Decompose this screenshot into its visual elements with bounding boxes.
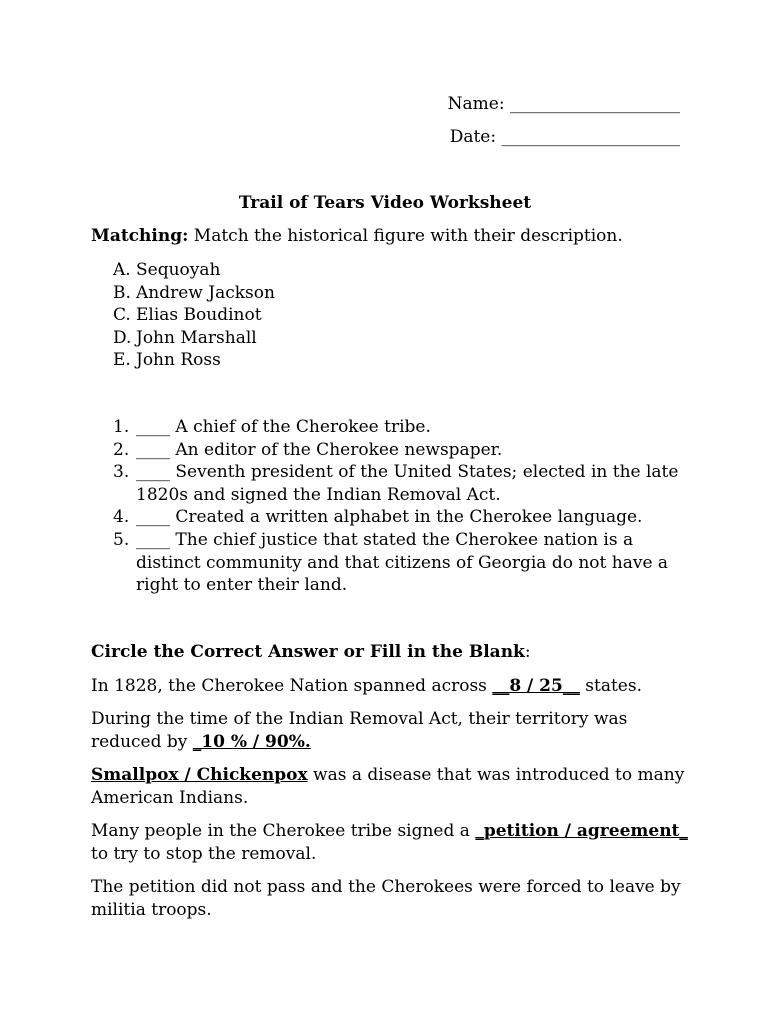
figure-name: John Ross: [136, 350, 221, 371]
list-item: [113, 304, 683, 327]
figure-name: Sequoyah: [136, 260, 221, 280]
date-field: Date: _____________________: [449, 127, 680, 147]
answer-choice[interactable]: Smallpox / Chickenpox: [91, 765, 308, 785]
figures-list: [113, 259, 683, 372]
figure-name: Elias Boudinot: [136, 305, 262, 326]
matching-label: Matching:: [91, 226, 189, 246]
list-item: [113, 349, 683, 372]
list-marker: 4.: [113, 507, 130, 528]
list-marker: 5.: [113, 529, 130, 550]
list-marker: 2.: [113, 439, 130, 460]
question-3: [91, 764, 691, 810]
circle-heading: [91, 641, 691, 664]
figure-name: Andrew Jackson: [136, 282, 275, 303]
description-text: ____ The chief justice that stated the Cherokee nation is a distinct community and that citizens of Georgia do not have a right to enter their land.: [136, 529, 669, 596]
circle-heading-suffix: :: [524, 642, 531, 662]
question-2: [91, 708, 691, 754]
circle-heading-text: Circle the Correct Answer or Fill in the Blank: [91, 642, 525, 662]
name-field: Name: ____________________: [447, 94, 680, 114]
question-text: During the time of the Indian Removal Act, their territory was reduced by: [91, 709, 628, 752]
description-text: ____ A chief of the Cherokee tribe.: [136, 417, 431, 437]
list-item: [113, 416, 683, 439]
list-marker: B.: [113, 282, 131, 303]
list-item: [113, 461, 683, 506]
list-item: [113, 282, 683, 305]
list-item: [113, 529, 683, 597]
description-text: ____ An editor of the Cherokee newspaper.: [136, 439, 503, 460]
question-text: to try to stop the removal.: [91, 844, 317, 864]
question-text: In 1828, the Cherokee Nation spanned across: [91, 676, 493, 696]
matching-instruction: [91, 225, 691, 248]
description-text: ____ Seventh president of the United States; elected in the late 1820s and signed the Indian Removal Act.: [136, 462, 679, 505]
descriptions-list: [113, 416, 683, 597]
question-text: states.: [579, 676, 642, 696]
worksheet-title: Trail of Tears Video Worksheet: [238, 193, 532, 213]
description-text: ____ Created a written alphabet in the Cherokee language.: [136, 507, 643, 528]
list-marker: C.: [113, 305, 131, 326]
list-item: [113, 259, 683, 282]
answer-choice[interactable]: _10 % / 90%.: [192, 732, 311, 752]
list-marker: 3.: [113, 462, 130, 483]
question-text: was a disease that was introduced to many American Indians.: [91, 765, 685, 808]
list-marker: D.: [113, 327, 132, 348]
question-1: [91, 675, 691, 698]
list-marker: 1.: [113, 417, 130, 437]
list-item: [113, 327, 683, 350]
statement-5: The petition did not pass and the Cherokees were forced to leave by militia troops.: [91, 877, 681, 920]
answer-choice[interactable]: _petition / agreement_: [475, 821, 688, 841]
answer-choice[interactable]: __8 / 25__: [492, 676, 580, 696]
question-4: [91, 820, 691, 866]
list-item: [113, 506, 683, 529]
list-marker: A.: [113, 260, 131, 280]
list-item: [113, 439, 683, 462]
question-text: Many people in the Cherokee tribe signed a: [91, 821, 476, 841]
matching-instruction-text: Match the historical figure with their description.: [188, 226, 623, 246]
figure-name: John Marshall: [136, 327, 257, 348]
list-marker: E.: [113, 350, 131, 371]
